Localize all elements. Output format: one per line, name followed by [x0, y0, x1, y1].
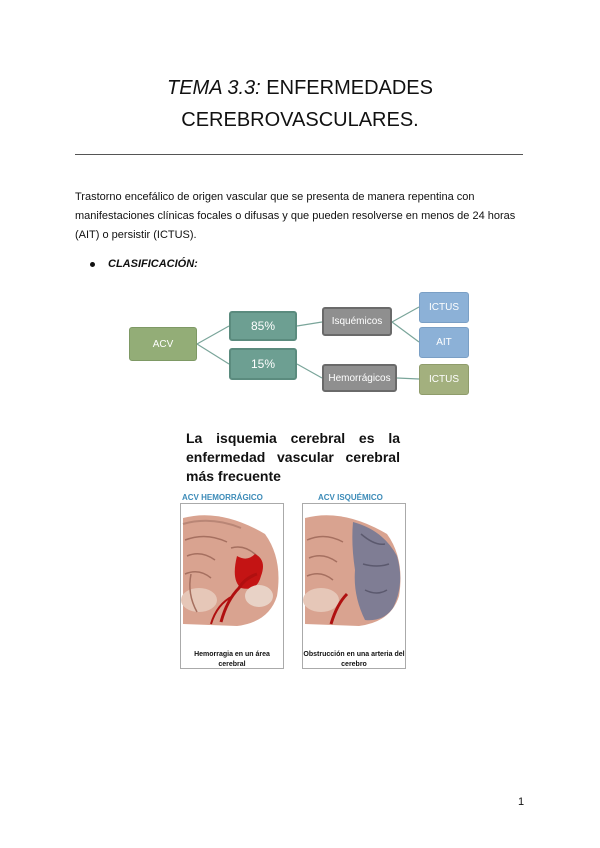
title-rest: ENFERMEDADES [260, 77, 433, 99]
intro-paragraph: Trastorno encefálico de origen vascular que se presenta de manera repentina con manifestaciones clínicas focales o difusas y que pueden resolverse en menos de 24 horas (AIT) o persistir (ICTUS). [75, 191, 516, 241]
diagram-node-ictus-1: ICTUS [419, 292, 469, 323]
diagram-node-ait: AIT [419, 327, 469, 358]
right-panel-caption: Obstrucción en una arteria del cerebro [303, 651, 405, 668]
page-number: 1 [518, 796, 525, 808]
connector-isq-ictus [392, 307, 419, 322]
diagram-node-ischemic: Isquémicos [322, 307, 392, 336]
connector-isq-ait [392, 322, 419, 342]
connector-85-isq [297, 322, 322, 326]
title-prefix: TEMA 3.3: [167, 77, 261, 99]
connector-acv-85 [197, 326, 229, 344]
right-panel-title: ACV ISQUÉMICO [318, 493, 383, 502]
section-label: CLASIFICACIÓN: [108, 258, 198, 270]
connector-hem-ictus [397, 378, 419, 379]
diagram-node-ictus-2: ICTUS [419, 364, 469, 395]
brain-ischemia-icon [303, 504, 405, 668]
connector-acv-15 [197, 344, 229, 364]
left-panel-caption: Hemorragia en un área cerebral [194, 651, 270, 668]
diagram-node-hemorrhagic: Hemorrágicos [322, 364, 397, 392]
left-panel-title: ACV HEMORRÁGICO [182, 493, 263, 502]
brain-hemorrhage-icon [181, 504, 283, 668]
figure-caption: La isquemia cerebral es la enfermedad vascular cerebral más frecuente [186, 430, 400, 484]
diagram-node-85: 85% [229, 311, 297, 341]
diagram-node-15: 15% [229, 348, 297, 380]
diagram-node-acv: ACV [129, 327, 197, 361]
page-title-line2: CEREBROVASCULARES. [181, 109, 419, 131]
brain-hemorrhage-illustration [180, 503, 284, 669]
brain-ischemia-illustration [302, 503, 406, 669]
connector-15-hem [297, 364, 322, 378]
